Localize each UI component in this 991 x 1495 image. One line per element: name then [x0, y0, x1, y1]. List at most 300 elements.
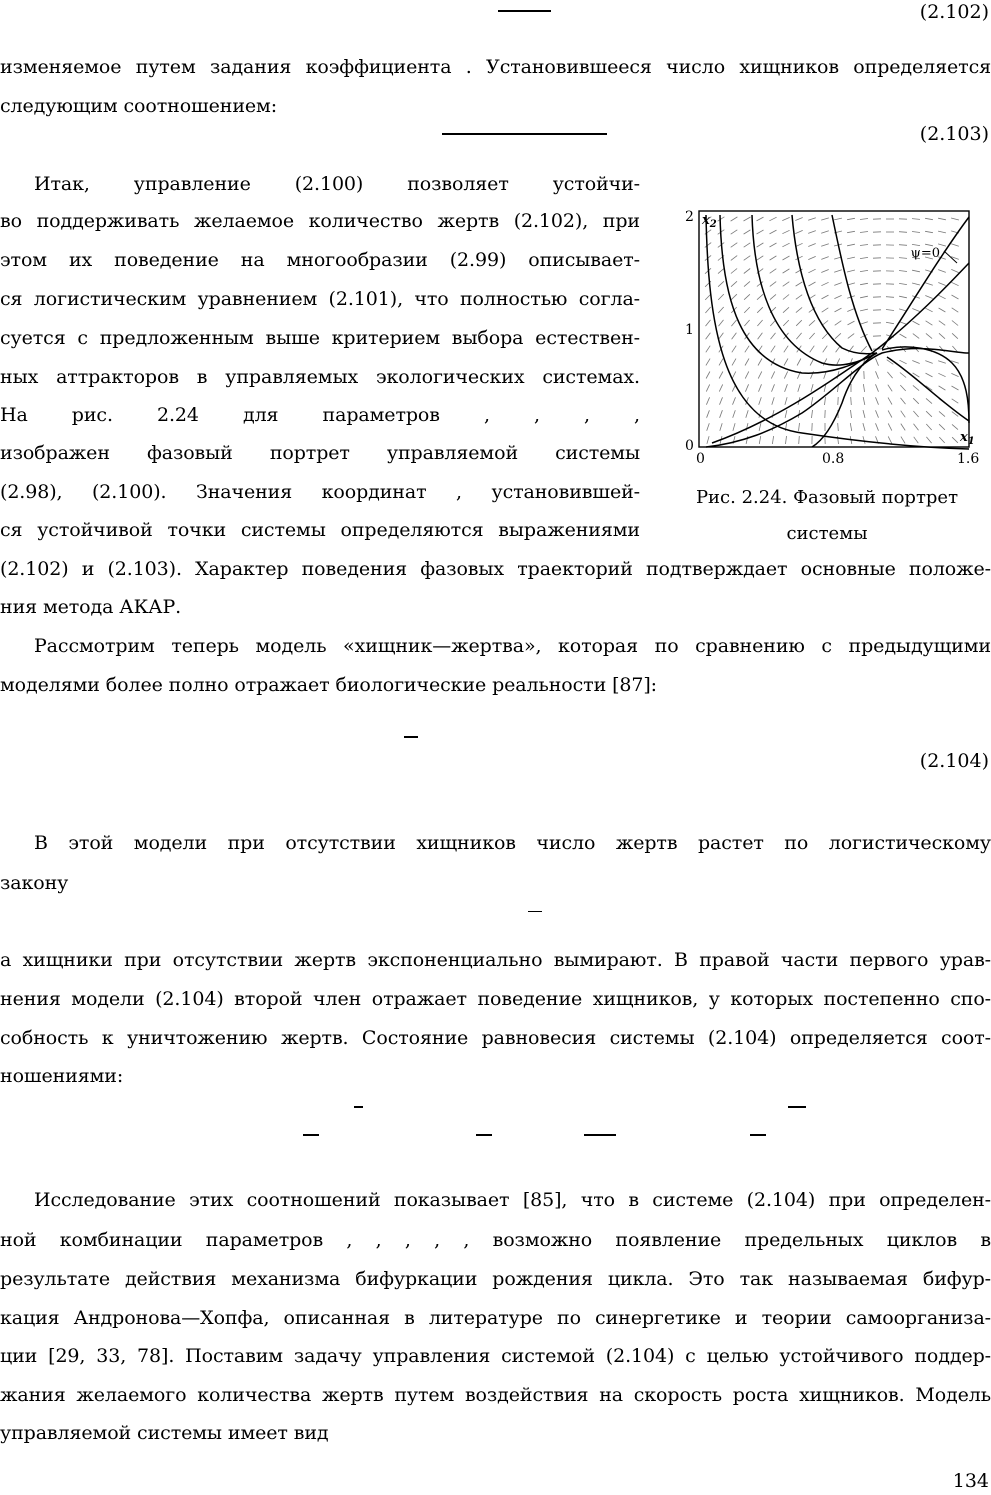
- field-dash: [876, 423, 879, 430]
- field-dash: [913, 334, 919, 339]
- field-dash: [939, 411, 945, 416]
- text-line: ной комбинации параметров , , , , , возможно появление предельных циклов в: [0, 1229, 991, 1251]
- field-dash: [784, 371, 787, 378]
- field-dash: [808, 269, 815, 273]
- text-line: ся устойчивой точки системы определяются выражениями: [0, 519, 640, 541]
- field-dash: [732, 372, 736, 379]
- text-line: собность к уничтожению жертв. Состояние равновесия системы (2.104) определяется соот-: [0, 1027, 991, 1049]
- field-dash: [850, 423, 851, 431]
- field-dash: [899, 271, 907, 272]
- figure-caption: Рис. 2.24. Фазовый портрет: [695, 487, 959, 508]
- text-line: (2.98), (2.100). Значения координат , установившей-: [0, 481, 640, 503]
- field-dash: [912, 270, 920, 272]
- field-dash: [847, 309, 854, 312]
- field-dash: [707, 423, 710, 431]
- text-line: ции [29, 33, 78]. Поставим задачу управления системой (2.104) с целью устойчивого поддер-: [0, 1345, 991, 1367]
- field-dash: [913, 385, 919, 390]
- field-dash: [821, 257, 828, 260]
- field-dash: [912, 232, 920, 233]
- field-dash: [731, 294, 737, 300]
- text-line: ных аттракторов в управляемых экологических системах.: [0, 366, 640, 388]
- field-dash: [718, 307, 723, 313]
- field-dash: [810, 346, 815, 353]
- field-dash: [783, 320, 789, 326]
- y-tick-label: 0: [685, 438, 694, 454]
- field-dash: [706, 320, 711, 326]
- field-dash: [795, 218, 802, 221]
- fraction-bar: [788, 1106, 806, 1108]
- field-dash: [835, 308, 842, 312]
- field-dash: [719, 384, 722, 391]
- field-dash: [733, 410, 736, 418]
- field-dash: [731, 243, 738, 248]
- equation-number: (2.103): [919, 123, 989, 145]
- field-dash: [951, 269, 958, 272]
- field-dash: [848, 321, 855, 325]
- field-dash: [707, 436, 709, 444]
- field-dash: [914, 437, 919, 443]
- equation-number: (2.104): [919, 750, 989, 772]
- field-dash: [952, 386, 959, 390]
- figure-caption: системы: [786, 523, 868, 544]
- field-dash: [851, 410, 852, 418]
- field-dash: [835, 333, 841, 338]
- field-dash: [719, 359, 723, 366]
- field-dash: [809, 320, 815, 325]
- text-line: нения модели (2.104) второй член отражает поведение хищников, у которых постепенно спо-: [0, 988, 991, 1010]
- field-dash: [744, 217, 751, 221]
- field-dash: [744, 243, 751, 247]
- field-dash: [900, 373, 906, 378]
- field-dash: [719, 333, 724, 339]
- text-line: а хищники при отсутствии жертв экспоненциально вымирают. В правой части первого урав-: [0, 949, 991, 971]
- field-dash: [822, 308, 829, 312]
- field-dash: [795, 256, 802, 260]
- field-dash: [912, 219, 920, 220]
- field-dash: [745, 384, 748, 391]
- fraction-bar: [528, 911, 542, 912]
- field-dash: [899, 322, 906, 325]
- field-dash: [770, 256, 777, 260]
- field-dash: [731, 281, 737, 286]
- field-dash: [952, 308, 959, 312]
- field-dash: [912, 361, 919, 364]
- field-dash: [811, 384, 813, 392]
- x-axis-label: $x_1$: [960, 430, 975, 447]
- field-dash: [851, 397, 852, 405]
- fraction-bar: [498, 10, 551, 12]
- field-dash: [706, 333, 711, 339]
- field-dash: [799, 436, 800, 444]
- field-dash: [939, 346, 944, 352]
- field-dash: [860, 270, 868, 271]
- field-dash: [938, 295, 945, 299]
- field-dash: [835, 321, 842, 326]
- field-dash: [782, 243, 789, 247]
- field-dash: [771, 333, 776, 339]
- field-dash: [744, 320, 749, 326]
- field-dash: [899, 232, 907, 233]
- text-line: ношениями:: [0, 1065, 124, 1087]
- field-dash: [926, 333, 932, 338]
- fraction-bar: [476, 1134, 492, 1136]
- fraction-bar: [354, 1106, 363, 1108]
- field-dash: [770, 294, 776, 299]
- field-dash: [951, 218, 959, 220]
- field-dash: [821, 218, 829, 220]
- field-dash: [799, 423, 800, 431]
- field-dash: [952, 437, 958, 443]
- text-line: закону: [0, 872, 69, 894]
- field-dash: [926, 321, 933, 325]
- field-dash: [798, 384, 800, 392]
- field-dash: [951, 244, 959, 246]
- field-dash: [744, 281, 750, 286]
- field-dash: [770, 243, 777, 247]
- field-dash: [731, 230, 738, 234]
- field-dash: [757, 217, 764, 221]
- field-dash: [860, 219, 868, 220]
- field-dash: [769, 217, 776, 221]
- field-dash: [925, 308, 932, 312]
- field-dash: [758, 333, 763, 339]
- field-dash: [758, 371, 762, 378]
- field-dash: [847, 218, 855, 219]
- field-dash: [876, 358, 879, 365]
- field-dash: [718, 268, 724, 273]
- field-dash: [888, 411, 892, 418]
- field-dash: [912, 309, 919, 312]
- text-line: этом их поведение на многообразии (2.99) описывает-: [0, 249, 640, 271]
- field-dash: [939, 333, 945, 338]
- field-dash: [926, 398, 932, 403]
- field-dash: [863, 423, 865, 431]
- field-dash: [771, 346, 775, 353]
- field-dash: [821, 244, 829, 247]
- field-dash: [912, 283, 920, 285]
- field-dash: [757, 243, 764, 247]
- field-dash: [808, 218, 816, 221]
- field-dash: [899, 283, 907, 284]
- text-line: ся логистическим уравнением (2.101), что полностью согла-: [0, 288, 640, 310]
- field-dash: [732, 359, 736, 366]
- field-dash: [797, 359, 801, 366]
- field-dash: [745, 371, 749, 378]
- field-dash: [899, 360, 906, 364]
- field-dash: [744, 307, 750, 313]
- field-dash: [926, 373, 933, 377]
- field-dash: [861, 346, 866, 352]
- field-dash: [770, 320, 775, 326]
- field-dash: [887, 372, 892, 378]
- equation-number: (2.102): [919, 1, 989, 23]
- text-line: жания желаемого количества жертв путем воздействия на скорость роста хищников. Модель: [0, 1384, 991, 1406]
- field-dash: [719, 320, 724, 326]
- field-dash: [796, 320, 802, 326]
- field-dash: [863, 436, 865, 444]
- field-dash: [746, 410, 748, 418]
- field-dash: [886, 297, 894, 298]
- field-dash: [744, 256, 751, 261]
- field-dash: [719, 372, 723, 379]
- text-line: Итак, управление (2.100) позволяет устойчи-: [34, 173, 640, 195]
- field-dash: [796, 282, 803, 286]
- field-dash: [823, 346, 828, 353]
- field-dash: [899, 258, 907, 259]
- field-dash: [900, 385, 905, 391]
- text-line: во поддерживать желаемое количество жертв (2.102), при: [0, 210, 640, 232]
- field-dash: [876, 371, 879, 378]
- field-dash: [783, 269, 790, 273]
- field-dash: [938, 373, 945, 376]
- field-dash: [718, 294, 724, 300]
- field-dash: [899, 245, 907, 246]
- field-dash: [834, 270, 842, 273]
- field-dash: [886, 322, 894, 323]
- field-dash: [901, 424, 905, 431]
- field-dash: [772, 397, 774, 405]
- page-number: 134: [952, 1470, 989, 1492]
- field-dash: [951, 282, 958, 285]
- field-dash: [876, 384, 879, 391]
- field-dash: [784, 346, 788, 353]
- field-dash: [888, 398, 892, 405]
- field-dash: [901, 411, 906, 418]
- field-dash: [926, 411, 932, 417]
- field-dash: [939, 321, 945, 326]
- field-dash: [772, 436, 773, 444]
- field-dash: [757, 294, 763, 299]
- field-dash: [925, 283, 933, 286]
- field-dash: [952, 399, 959, 403]
- x-tick-label: 1.6: [957, 451, 980, 465]
- text-line: (2.102) и (2.103). Характер поведения фазовых траекторий подтверждает основные положе-: [0, 558, 991, 580]
- text-line: Рассмотрим теперь модель «хищник—жертва», которая по сравнению с предыдущими: [34, 635, 991, 657]
- field-dash: [901, 437, 905, 444]
- field-dash: [757, 307, 763, 313]
- x-tick-label: 0: [696, 451, 705, 465]
- field-dash: [925, 296, 932, 299]
- field-dash: [847, 244, 855, 246]
- x-tick-label: 0.8: [822, 451, 845, 465]
- field-dash: [731, 269, 737, 274]
- field-dash: [705, 307, 710, 313]
- field-dash: [876, 397, 879, 404]
- field-dash: [913, 411, 918, 417]
- field-dash: [758, 359, 762, 366]
- field-dash: [860, 232, 868, 233]
- field-dash: [847, 257, 855, 259]
- field-dash: [938, 361, 946, 364]
- field-dash: [952, 295, 959, 299]
- field-dash: [808, 244, 815, 247]
- field-dash: [744, 230, 751, 234]
- field-dash: [759, 384, 762, 391]
- text-line: изображен фазовый портрет управляемой системы: [0, 442, 640, 464]
- field-dash: [783, 307, 789, 312]
- field-dash: [913, 321, 920, 325]
- field-dash: [796, 333, 801, 339]
- field-dash: [914, 424, 919, 430]
- field-dash: [745, 359, 749, 366]
- field-dash: [938, 270, 946, 273]
- phase-portrait-figure: [682, 203, 982, 465]
- field-dash: [926, 437, 931, 443]
- field-dash: [863, 410, 865, 418]
- field-dash: [860, 245, 868, 246]
- field-dash: [913, 398, 919, 404]
- field-dash: [809, 282, 816, 286]
- field-dash: [847, 270, 855, 272]
- field-dash: [795, 230, 802, 233]
- field-dash: [821, 270, 828, 273]
- field-dash: [718, 217, 725, 221]
- text-line: В этой модели при отсутствии хищников число жертв растет по логистическому: [34, 832, 991, 854]
- field-dash: [888, 436, 892, 443]
- field-dash: [925, 361, 932, 364]
- field-dash: [938, 231, 946, 233]
- field-dash: [706, 397, 709, 404]
- field-dash: [901, 398, 906, 404]
- field-dash: [707, 410, 710, 417]
- field-dash: [759, 397, 762, 405]
- field-dash: [744, 294, 750, 299]
- field-dash: [784, 359, 788, 366]
- field-dash: [786, 436, 787, 444]
- field-dash: [770, 230, 777, 234]
- field-dash: [952, 333, 958, 338]
- field-dash: [939, 308, 946, 312]
- field-dash: [705, 294, 711, 300]
- field-dash: [772, 384, 775, 391]
- field-dash: [925, 231, 933, 232]
- field-dash: [770, 282, 776, 287]
- field-dash: [938, 283, 945, 286]
- field-dash: [899, 296, 907, 298]
- field-dash: [733, 423, 735, 431]
- field-dash: [848, 334, 854, 339]
- field-dash: [785, 384, 788, 392]
- field-dash: [808, 256, 815, 259]
- field-dash: [731, 256, 737, 261]
- field-dash: [785, 397, 787, 405]
- field-dash: [860, 257, 868, 258]
- field-dash: [939, 386, 946, 390]
- fraction-bar: [442, 133, 607, 135]
- field-dash: [926, 424, 931, 430]
- field-dash: [783, 295, 789, 300]
- field-dash: [732, 346, 736, 353]
- field-dash: [900, 334, 907, 338]
- text-line: ния метода АКАР.: [0, 596, 182, 618]
- field-dash: [720, 410, 723, 418]
- field-dash: [939, 424, 945, 430]
- field-dash: [706, 346, 710, 353]
- field-dash: [822, 295, 829, 299]
- field-dash: [821, 231, 829, 233]
- field-dash: [718, 281, 724, 286]
- field-dash: [838, 436, 839, 444]
- field-dash: [796, 307, 802, 312]
- field-dash: [834, 283, 841, 286]
- field-dash: [925, 218, 933, 219]
- field-dash: [745, 346, 749, 353]
- field-dash: [757, 320, 762, 326]
- field-dash: [834, 218, 842, 220]
- field-dash: [952, 424, 958, 429]
- field-dash: [705, 243, 711, 248]
- field-dash: [888, 423, 892, 430]
- field-dash: [863, 397, 865, 405]
- field-dash: [757, 230, 764, 234]
- field-dash: [860, 322, 868, 324]
- field-dash: [759, 436, 760, 444]
- field-dash: [938, 218, 946, 220]
- field-dash: [847, 231, 855, 232]
- field-dash: [770, 269, 777, 274]
- field-dash: [720, 397, 723, 404]
- fraction-bar: [584, 1134, 616, 1136]
- field-dash: [783, 256, 790, 260]
- text-line: результате действия механизма бифуркации рождения цикла. Это так называемая бифур-: [0, 1268, 991, 1290]
- field-dash: [785, 410, 787, 418]
- text-line: кация Андронова—Хопфа, описанная в литературе по синергетике и теории самоорганиза-: [0, 1307, 991, 1329]
- field-dash: [706, 384, 709, 391]
- field-dash: [720, 423, 722, 431]
- field-dash: [809, 333, 814, 339]
- field-dash: [939, 437, 944, 443]
- text-line: На рис. 2.24 для параметров , , , ,: [0, 404, 640, 426]
- field-dash: [782, 217, 789, 220]
- fraction-bar: [750, 1134, 766, 1136]
- field-dash: [860, 296, 868, 298]
- field-dash: [822, 333, 828, 339]
- text-line: моделями более полно отражает биологические реальности [87]:: [0, 674, 657, 696]
- field-dash: [876, 410, 879, 417]
- field-dash: [821, 282, 828, 285]
- field-dash: [825, 397, 826, 405]
- field-dash: [886, 310, 894, 311]
- field-dash: [834, 295, 841, 298]
- text-line: Исследование этих соотношений показывает [85], что в системе (2.104) при определен-: [34, 1189, 991, 1211]
- field-dash: [759, 423, 761, 431]
- y-axis-label: $x_2$: [702, 213, 717, 230]
- text-line: суется с предложенным выше критерием выбора естествен-: [0, 327, 640, 349]
- field-dash: [782, 230, 789, 233]
- field-dash: [838, 423, 839, 431]
- field-dash: [744, 269, 750, 274]
- field-dash: [757, 256, 764, 260]
- field-dash: [733, 397, 736, 404]
- y-tick-label: 2: [685, 209, 694, 225]
- field-dash: [706, 359, 710, 366]
- field-dash: [888, 385, 892, 392]
- field-dash: [796, 295, 802, 300]
- fraction-bar: [303, 1134, 319, 1136]
- y-tick-label: 1: [685, 322, 694, 338]
- field-dash: [808, 231, 816, 234]
- field-dash: [812, 410, 813, 418]
- field-dash: [731, 320, 736, 326]
- field-dash: [811, 397, 813, 405]
- field-dash: [860, 283, 868, 284]
- psi-label: ψ=0: [910, 246, 940, 261]
- text-line: следующим соотношением:: [0, 95, 278, 117]
- field-dash: [731, 217, 738, 221]
- field-dash: [732, 333, 737, 339]
- field-dash: [771, 371, 774, 378]
- field-dash: [951, 373, 958, 376]
